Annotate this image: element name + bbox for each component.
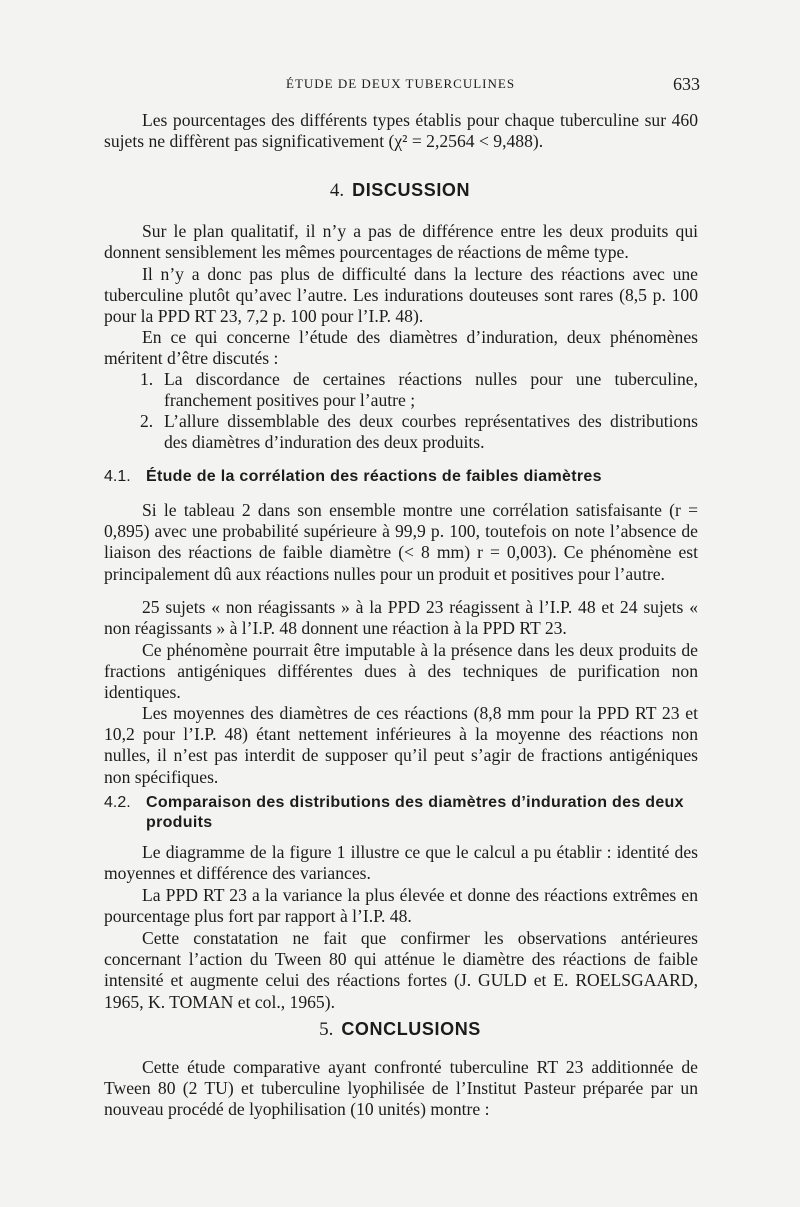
list-item xyxy=(140,411,698,453)
subsection-heading-4-2 xyxy=(104,793,700,833)
paragraph: Le diagramme de la figure 1 illustre ce que le calcul a pu établir : identité des moyennes et différence des variances. xyxy=(104,842,698,884)
paragraph: Cette constatation ne fait que confirmer les observations antérieures concernant l’action du Tween 80 qui atténue le diamètre des réactions de faible intensité et augmente celui des réactions fortes (J. GULD et E. ROELSGAARD, 1965, K. TOMAN et col., 1965). xyxy=(104,928,698,1012)
paragraph: En ce qui concerne l’étude des diamètres d’induration, deux phénomènes méritent d’être discutés : xyxy=(104,327,698,369)
list-marker: 2. xyxy=(140,411,154,431)
subsection-title: Étude de la corrélation des réactions de faibles diamètres xyxy=(146,468,602,485)
section-number: 4. xyxy=(329,180,345,201)
section-heading-conclusions xyxy=(0,1019,800,1041)
paragraph: Si le tableau 2 dans son ensemble montre une corrélation satisfaisante (r = 0,895) avec une probabilité supérieure à 99,9 p. 100, toutefois on note l’absence de liaison des réactions de faible diamètre (< 8 mm) r = 0,003). Ce phénomène est principalement dû aux réactions nulles pour un produit et positives pour l’autre. xyxy=(104,500,698,584)
subsection-title: Comparaison des distributions des diamètres d’induration des deux produits xyxy=(146,794,684,831)
section-heading-discussion xyxy=(0,180,800,202)
paragraph: La PPD RT 23 a la variance la plus élevée et donne des réactions extrêmes en pourcentage plus fort par rapport à l’I.P. 48. xyxy=(104,885,698,927)
list-marker: 1. xyxy=(140,369,154,389)
section-title: DISCUSSION xyxy=(352,180,471,200)
section-number: 5. xyxy=(319,1019,334,1040)
subsection-heading-4-1 xyxy=(104,467,700,487)
section-title: CONCLUSIONS xyxy=(341,1019,481,1039)
paragraph: Les moyennes des diamètres de ces réactions (8,8 mm pour la PPD RT 23 et 10,2 pour l’I.P. 48) étant nettement inférieures à la moyenne des réactions non nulles, il n’est pas interdit de supposer qu’il peut s’agir de fractions antigéniques non spécifiques. xyxy=(104,703,698,787)
list-item-text: La discordance de certaines réactions nulles pour une tuberculine, franchement positives pour l’autre ; xyxy=(164,369,698,411)
list-item-text: L’allure dissemblable des deux courbes représentatives des distributions des diamètres d’induration des deux produits. xyxy=(164,411,698,453)
running-head-title: ÉTUDE DE DEUX TUBERCULINES xyxy=(286,76,516,91)
intro-paragraph: Les pourcentages des différents types établis pour chaque tuberculine sur 460 sujets ne diffèrent pas significativement (χ² = 2,2564 < 9,488). xyxy=(104,110,698,152)
paragraph: 25 sujets « non réagissants » à la PPD 23 réagissent à l’I.P. 48 et 24 sujets « non réagissants » à l’I.P. 48 donnent une réaction à la PPD RT 23. xyxy=(104,597,698,639)
paragraph: Il n’y a donc pas plus de difficulté dans la lecture des réactions avec une tuberculine plutôt qu’avec l’autre. Les indurations douteuses sont rares (8,5 p. 100 pour la PPD RT 23, 7,2 p. 100 pour l’I.P. 48). xyxy=(104,264,698,327)
list-item xyxy=(140,369,698,411)
page-number: 633 xyxy=(673,74,700,94)
paragraph: Ce phénomène pourrait être imputable à la présence dans les deux produits de fractions antigéniques différentes dues à des techniques de purification non identiques. xyxy=(104,640,698,703)
subsection-number: 4.2. xyxy=(104,794,131,811)
paragraph: Sur le plan qualitatif, il n’y a pas de différence entre les deux produits qui donnent sensiblement les mêmes pourcentages de réactions de même type. xyxy=(104,221,698,263)
subsection-number: 4.1. xyxy=(104,468,131,485)
paragraph: Cette étude comparative ayant confronté tuberculine RT 23 additionnée de Tween 80 (2 TU) et tuberculine lyophilisée de l’Institut Pasteur préparée par un nouveau procédé de lyophilisation (10 unités) montre : xyxy=(104,1057,698,1120)
running-head xyxy=(0,76,800,98)
